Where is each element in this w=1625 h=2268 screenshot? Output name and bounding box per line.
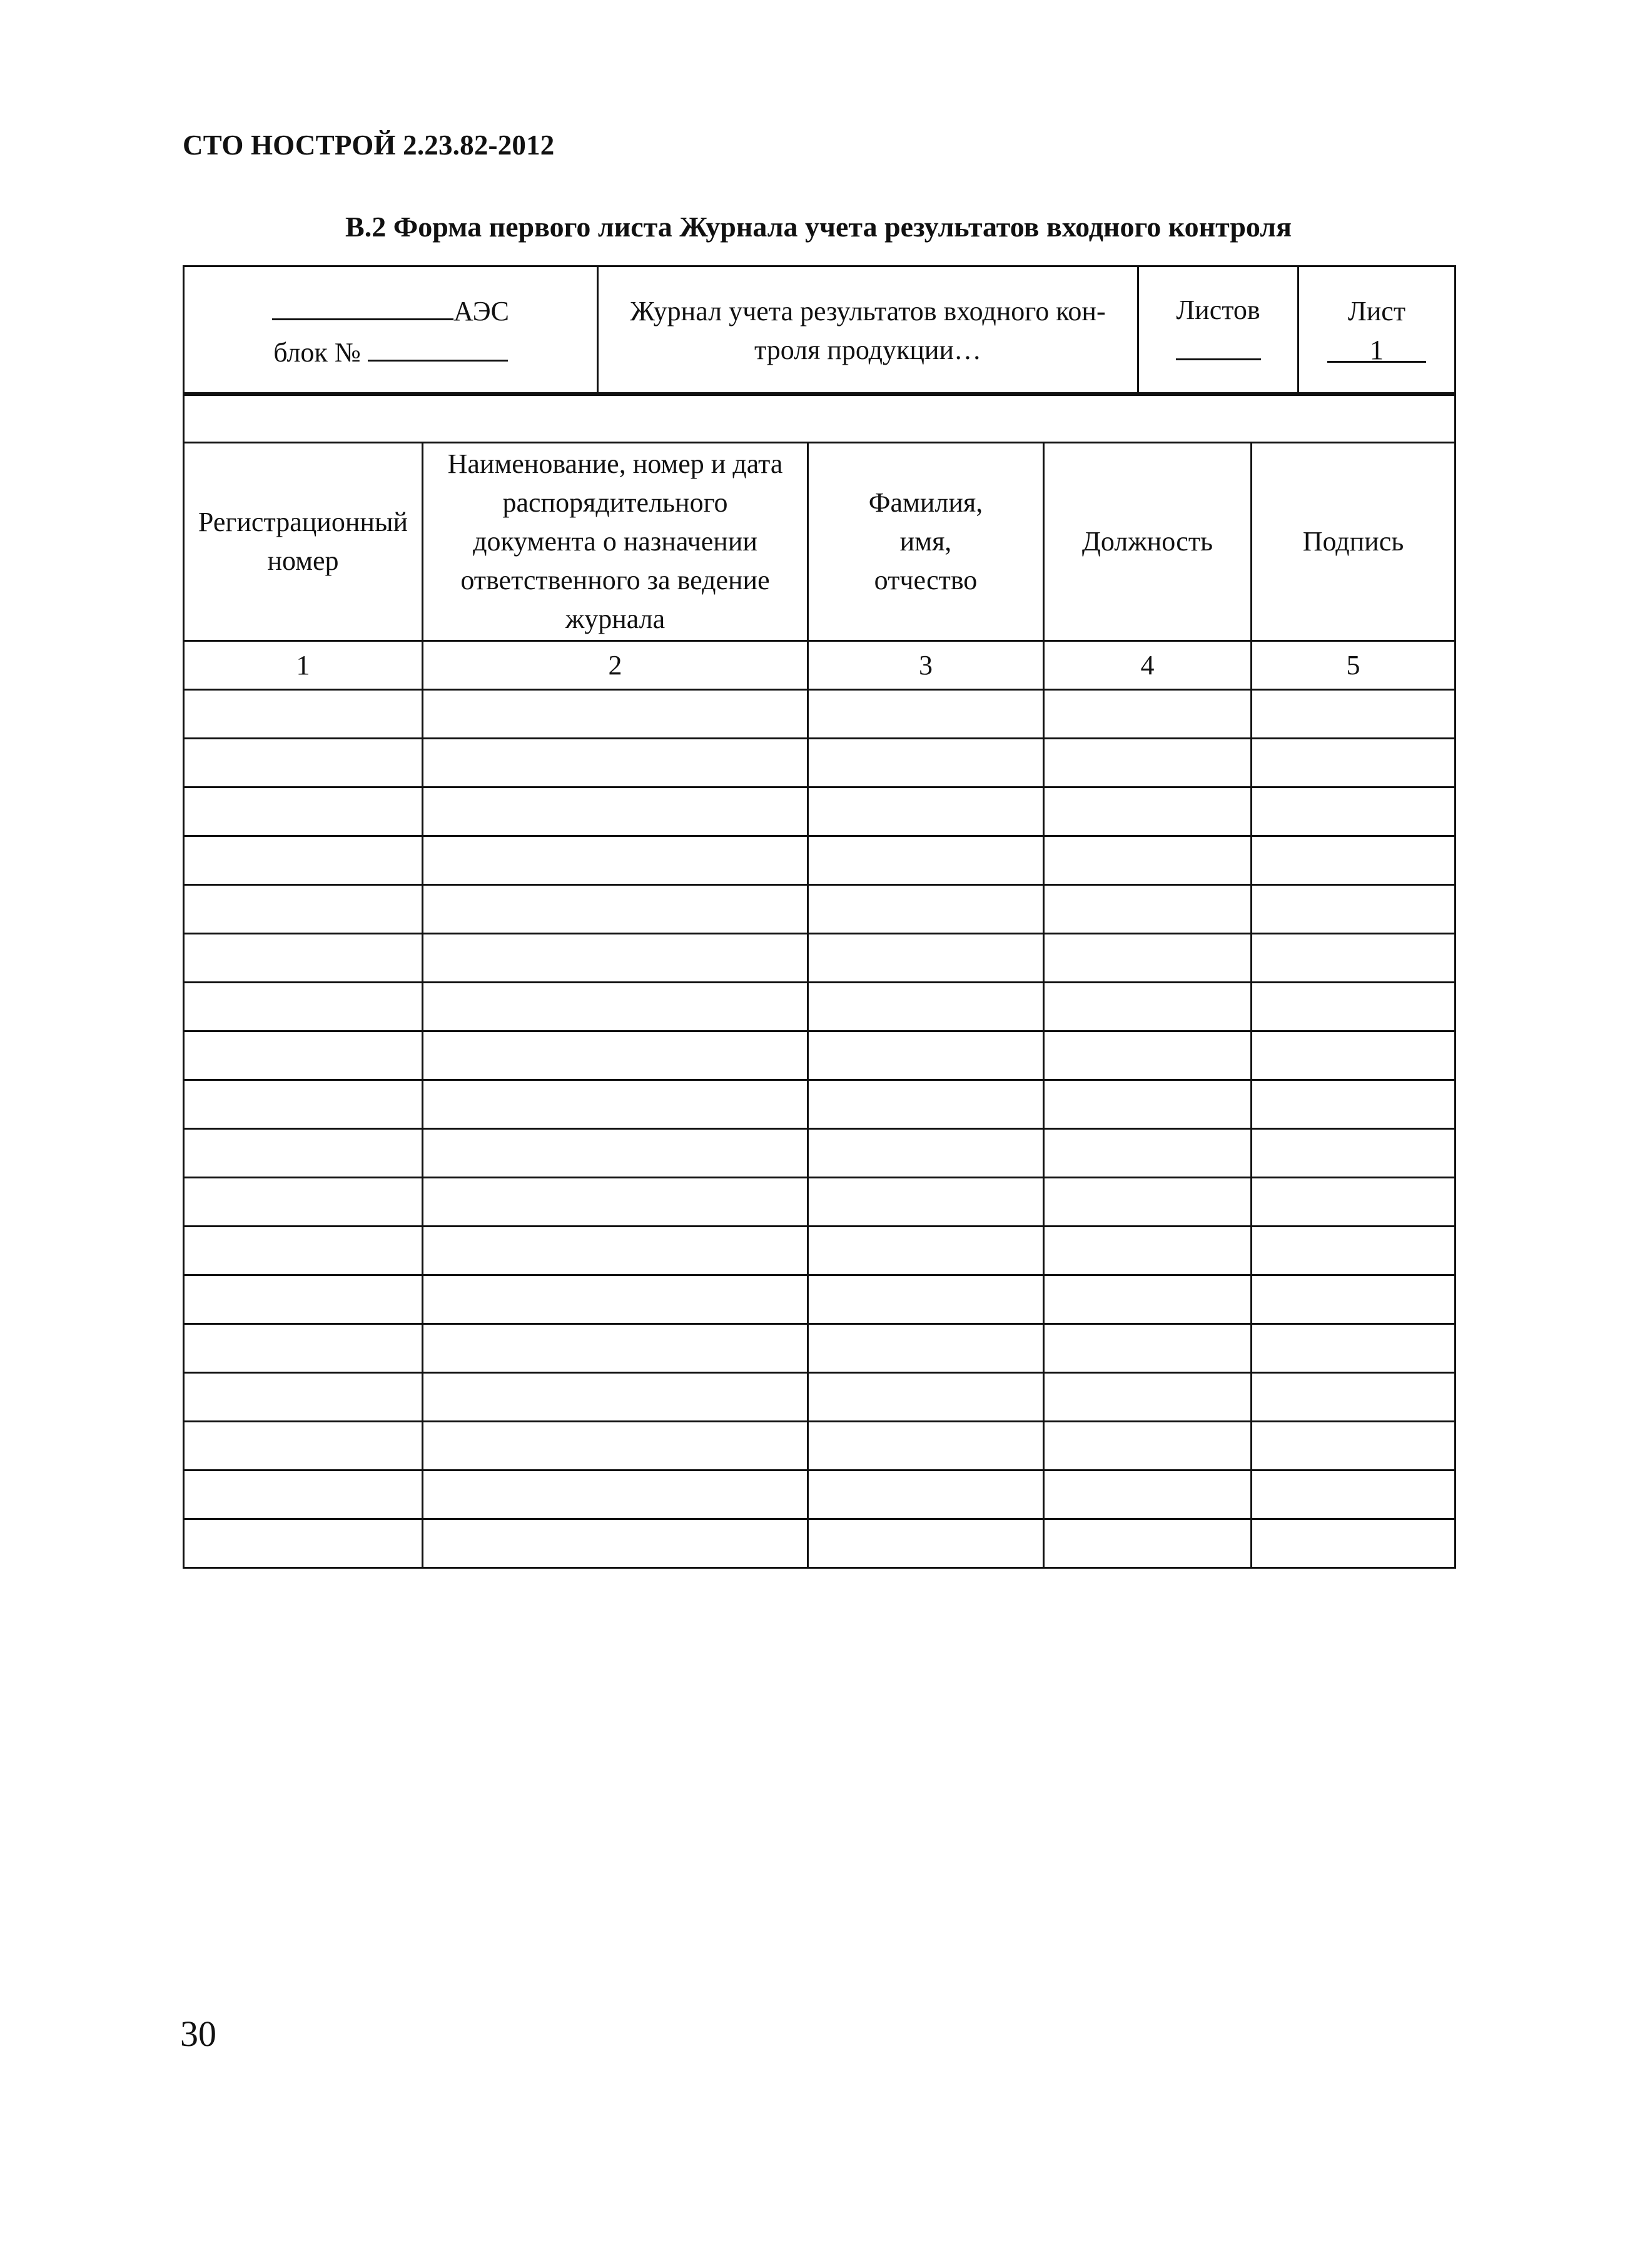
blank-band-row (184, 393, 1455, 443)
table-cell (1044, 885, 1252, 934)
table-cell (1252, 690, 1455, 739)
journal-name-cell (598, 266, 1138, 395)
table-cell (1044, 1422, 1252, 1471)
table-cell (808, 1227, 1044, 1275)
sheet-label: Лист (1347, 295, 1406, 327)
aes-label: АЭС (453, 295, 510, 327)
table-cell (1044, 1373, 1252, 1422)
table-cell (1252, 1031, 1455, 1080)
table-cell (1044, 1129, 1252, 1178)
table-cell (184, 934, 423, 983)
page-number: 30 (180, 2013, 216, 2054)
table-cell (184, 787, 423, 836)
table-cell (1044, 983, 1252, 1031)
table-cell (808, 1519, 1044, 1568)
column-header-line: ответственного за ведение (460, 565, 770, 595)
block-label: блок № (273, 337, 361, 368)
column-header-reg-number (184, 443, 423, 641)
table-row (184, 934, 1455, 983)
table-cell (808, 739, 1044, 787)
table-cell (808, 787, 1044, 836)
table-cell (184, 983, 423, 1031)
table-cell (1044, 1227, 1252, 1275)
column-header-order-document (423, 443, 808, 641)
table-cell (184, 1275, 423, 1324)
table-cell (1252, 1275, 1455, 1324)
table-cell (423, 1519, 808, 1568)
plant-name-blank (272, 290, 453, 320)
table-cell (423, 1275, 808, 1324)
table-cell (1044, 1519, 1252, 1568)
table-cell (1252, 885, 1455, 934)
table-cell (1044, 934, 1252, 983)
column-header-position (1044, 443, 1252, 641)
table-row (184, 836, 1455, 885)
table-cell (808, 885, 1044, 934)
sheet-cell (1298, 266, 1455, 395)
table-cell (184, 1324, 423, 1373)
table-row (184, 1373, 1455, 1422)
table-cell (423, 934, 808, 983)
table-cell (808, 1080, 1044, 1129)
table-cell (184, 1471, 423, 1519)
table-cell (808, 1324, 1044, 1373)
table-cell (423, 1422, 808, 1471)
column-header-line: Должность (1081, 526, 1213, 557)
table-cell (1252, 983, 1455, 1031)
table-cell (184, 1519, 423, 1568)
table-row (184, 690, 1455, 739)
table-cell (423, 885, 808, 934)
table-cell (423, 1373, 808, 1422)
table-cell (184, 1031, 423, 1080)
table-cell (1252, 1373, 1455, 1422)
column-header-line: номер (267, 545, 339, 576)
table-cell (1044, 739, 1252, 787)
table-cell (423, 739, 808, 787)
table-cell (423, 1080, 808, 1129)
table-row (184, 1178, 1455, 1227)
journal-table (183, 392, 1456, 1569)
column-header-line: распорядительного (502, 487, 728, 518)
table-row (184, 1422, 1455, 1471)
table-cell (423, 1129, 808, 1178)
table-cell (423, 1178, 808, 1227)
journal-header-table (183, 265, 1456, 396)
table-cell (808, 1129, 1044, 1178)
table-cell (1252, 1178, 1455, 1227)
table-row (184, 1129, 1455, 1178)
table-cell (184, 885, 423, 934)
table-cell (184, 1080, 423, 1129)
document-code: СТО НОСТРОЙ 2.23.82-2012 (183, 129, 555, 161)
sheets-label: Листов (1176, 294, 1260, 325)
table-cell (808, 690, 1044, 739)
table-cell (808, 1422, 1044, 1471)
table-cell (423, 690, 808, 739)
block-number-blank (368, 331, 508, 362)
column-number: 5 (1252, 641, 1455, 690)
column-header-line: Подпись (1302, 526, 1404, 557)
table-cell (1044, 836, 1252, 885)
table-row (184, 1471, 1455, 1519)
table-cell (423, 836, 808, 885)
table-cell (184, 836, 423, 885)
table-cell (1044, 787, 1252, 836)
sheets-cell (1138, 266, 1298, 395)
table-cell (423, 1031, 808, 1080)
table-cell (808, 934, 1044, 983)
table-cell (184, 739, 423, 787)
table-cell (423, 983, 808, 1031)
table-cell (1252, 787, 1455, 836)
column-header-row (184, 443, 1455, 641)
column-number: 4 (1044, 641, 1252, 690)
column-header-line: имя, (899, 526, 952, 557)
form-title: В.2 Форма первого листа Журнала учета результатов входного контроля (345, 211, 1292, 243)
table-cell (1252, 1080, 1455, 1129)
column-number: 2 (423, 641, 808, 690)
column-header-line: Регистрационный (198, 507, 408, 537)
table-cell (808, 836, 1044, 885)
column-header-signature (1252, 443, 1455, 641)
blank-band-cell (184, 393, 1455, 443)
table-cell (423, 787, 808, 836)
table-cell (808, 983, 1044, 1031)
column-number: 3 (808, 641, 1044, 690)
column-header-line: Наименование, номер и дата (447, 448, 783, 479)
table-cell (808, 1178, 1044, 1227)
table-row (184, 739, 1455, 787)
table-cell (1044, 690, 1252, 739)
column-number-row (184, 641, 1455, 690)
table-cell (1252, 1471, 1455, 1519)
column-header-line: документа о назначении (473, 526, 757, 557)
plant-cell (184, 266, 598, 395)
table-cell (1252, 1519, 1455, 1568)
table-row (184, 1324, 1455, 1373)
table-cell (1044, 1031, 1252, 1080)
table-cell (1252, 739, 1455, 787)
table-cell (1252, 1227, 1455, 1275)
table-row (184, 1275, 1455, 1324)
column-header-full-name (808, 443, 1044, 641)
table-cell (1044, 1080, 1252, 1129)
table-cell (184, 1422, 423, 1471)
table-cell (184, 1178, 423, 1227)
table-cell (184, 690, 423, 739)
table-row (184, 1519, 1455, 1568)
table-cell (1044, 1275, 1252, 1324)
table-cell (1252, 934, 1455, 983)
journal-name-line1: Журнал учета результатов входного кон- (630, 295, 1106, 327)
column-header-line: Фамилия, (868, 487, 983, 518)
table-cell (184, 1373, 423, 1422)
table-cell (423, 1227, 808, 1275)
table-row (184, 1227, 1455, 1275)
table-row (184, 1080, 1455, 1129)
table-cell (1252, 1324, 1455, 1373)
table-cell (184, 1227, 423, 1275)
sheet-number-value: 1 (1327, 332, 1426, 363)
table-cell (808, 1373, 1044, 1422)
column-header-line: отчество (874, 565, 978, 595)
table-cell (1044, 1471, 1252, 1519)
column-header-line: журнала (565, 604, 666, 634)
table-cell (423, 1471, 808, 1519)
sheets-count-blank (1176, 330, 1261, 360)
table-row (184, 885, 1455, 934)
table-cell (808, 1031, 1044, 1080)
table-cell (1252, 1129, 1455, 1178)
table-cell (1044, 1324, 1252, 1373)
table-cell (184, 1129, 423, 1178)
column-number: 1 (184, 641, 423, 690)
table-cell (808, 1275, 1044, 1324)
journal-name-line2: троля продукции… (754, 334, 982, 365)
table-cell (1252, 1422, 1455, 1471)
table-row (184, 983, 1455, 1031)
table-row (184, 787, 1455, 836)
table-cell (423, 1324, 808, 1373)
table-cell (1044, 1178, 1252, 1227)
table-cell (1252, 836, 1455, 885)
table-cell (808, 1471, 1044, 1519)
table-row (184, 1031, 1455, 1080)
